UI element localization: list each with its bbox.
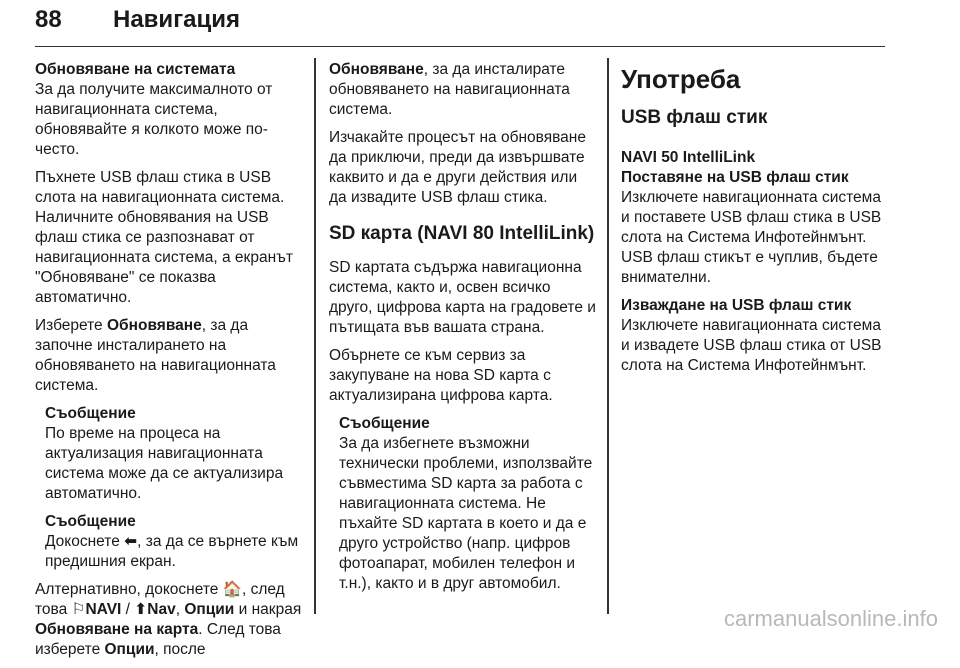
column-2 <box>329 60 597 602</box>
note-text: За да избегнете възможни технически проблеми, използвайте съвместима SD карта за работа с навигационната система. Не пъхайте SD картата в което и да е друго устройство (напр. цифров фотоапарат, мобилен телефон и т.н.), както и в друг автомобил. <box>339 435 593 592</box>
heading-usb-stick: USB флаш стик <box>621 107 768 128</box>
paragraph: Изберете Обновяване, за да започне инсталирането на обновяването на навигационната система. <box>35 317 276 394</box>
paragraph: Изключете навигационната система и поставете USB флаш стика в USB слота на Система Инфотейнмънт. USB флаш стикът е чуплив, бъдете внимателни. <box>621 189 882 286</box>
page-number: 88 <box>35 6 62 33</box>
paragraph: SD картата съдържа навигационна система, както и, освен всичко друго, цифрова карта на градовете и пътищата във вашата страна. <box>329 259 596 336</box>
note-box <box>45 512 303 572</box>
subheading-insert-usb: Поставяне на USB флаш стик <box>621 169 849 186</box>
note-title: Съобщение <box>45 513 136 530</box>
heading-usage: Употреба <box>621 64 741 94</box>
paragraph: Изчакайте процесът на обновяване да приключи, преди да извършвате каквито и да е други действия или да извадите USB флаш стика. <box>329 129 586 206</box>
paragraph: За да получите максималното от навигационната система, обновявайте я колкото може по-често. <box>35 81 273 158</box>
note-text: Докоснете ⬅, за да се върнете към предишния екран. <box>45 533 299 570</box>
paragraph: Пъхнете USB флаш стика в USB слота на навигационната система. Наличните обновявания на USB флаш стика се разпознават от навигационната система, а екранът "Обновяване" се показва автоматично. <box>35 169 293 306</box>
section-title: Навигация <box>113 6 241 33</box>
paragraph: Обърнете се към сервиз за закупуване на нова SD карта с актуализирана цифрова карта. <box>329 347 553 404</box>
heading-sd-card: SD карта (NAVI 80 IntelliLink) <box>329 223 595 244</box>
note-box <box>45 404 303 504</box>
paragraph: Изключете навигационната система и извадете USB флаш стика от USB слота на Система Инфотейнмънт. <box>621 317 882 374</box>
column-divider <box>314 58 316 614</box>
note-title: Съобщение <box>339 415 430 432</box>
column-divider <box>607 58 609 614</box>
paragraph: Обновяване, за да инсталирате обновяването на навигационната система. <box>329 61 570 118</box>
arrow-up-icon: ⬆ <box>134 601 148 618</box>
watermark: carmanualsonline.info <box>723 606 938 631</box>
note-text: По време на процеса на актуализация навигационната система може да се актуализира автоматично. <box>45 425 284 502</box>
page-header <box>35 2 885 47</box>
note-title: Съобщение <box>45 405 136 422</box>
note-box <box>339 414 597 594</box>
flag-icon: ⚐ <box>71 601 86 618</box>
back-arrow-icon: ⬅ <box>124 533 138 550</box>
subheading-remove-usb: Изваждане на USB флаш стик <box>621 297 852 314</box>
paragraph: Алтернативно, докоснете 🏠, след това ⚐NAVI / ⬆Nav, Опции и накрая Обновяване на карта. След това изберете Опции, после <box>35 581 302 658</box>
heading-system-update: Обновяване на системата <box>35 61 236 78</box>
model-label: NAVI 50 IntelliLink <box>621 149 756 166</box>
column-1 <box>35 60 303 668</box>
column-3 <box>621 60 883 384</box>
home-icon: 🏠 <box>222 581 242 598</box>
